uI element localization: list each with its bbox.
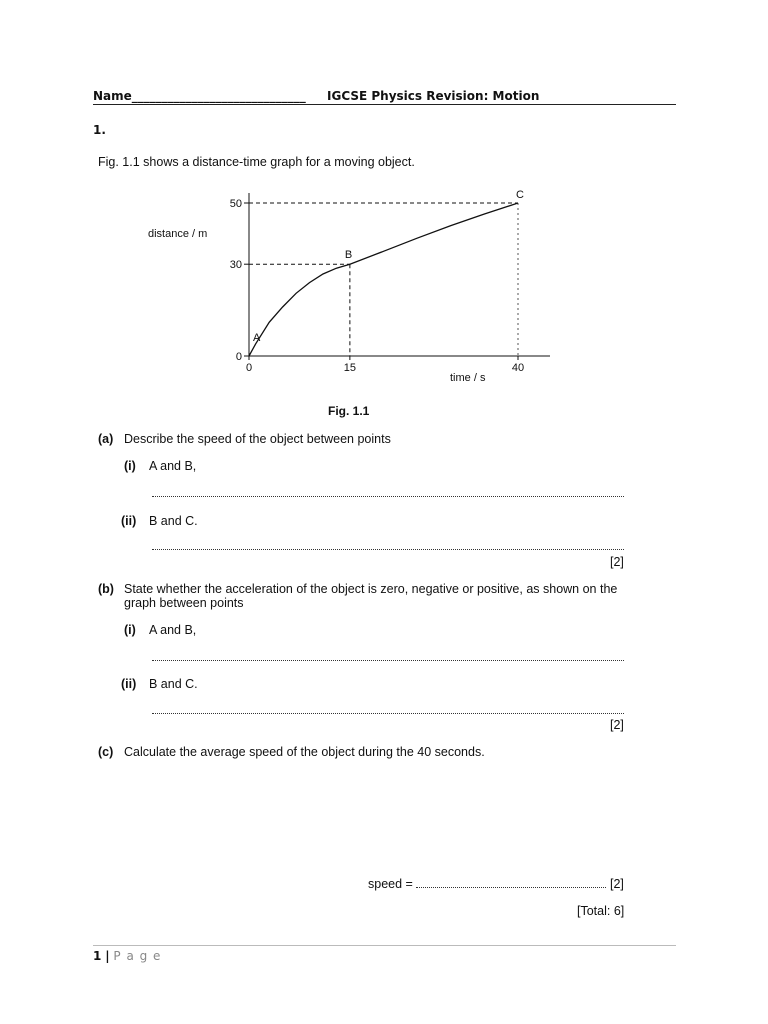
name-blank: _____________________________ — [131, 89, 306, 103]
part-c-text: Calculate the average speed of the object during the 40 seconds. — [124, 745, 485, 759]
part-c-label: (c) — [98, 745, 114, 759]
part-a-label: (a) — [98, 432, 114, 446]
x-axis-label: time / s — [450, 372, 486, 384]
part-b-label: (b) — [98, 582, 114, 596]
name-label — [93, 89, 306, 103]
y-tick-label: 0 — [235, 351, 242, 363]
header-rule — [93, 104, 676, 105]
page-number: 1 — [93, 949, 102, 963]
answer-line-b-i[interactable] — [152, 660, 624, 661]
total-marks: [Total: 6] — [577, 904, 625, 918]
part-a-ii-text: B and C. — [149, 514, 198, 528]
part-a-i-label: (i) — [124, 459, 136, 473]
intro-text: Fig. 1.1 shows a distance-time graph for a moving object. — [98, 155, 415, 169]
part-a-i-text: A and B, — [149, 459, 197, 473]
distance-time-chart — [140, 185, 570, 395]
answer-line-a-ii[interactable] — [152, 549, 624, 550]
page-word: P a g e — [113, 949, 162, 963]
speed-label: speed = — [368, 877, 413, 891]
answer-line-b-ii[interactable] — [152, 713, 624, 714]
part-b-text-line1: State whether the acceleration of the object is zero, negative or positive, as shown on the — [124, 582, 618, 596]
point-label-c: C — [516, 189, 524, 201]
y-tick-label: 30 — [229, 259, 242, 272]
y-tick-label: 50 — [229, 198, 242, 210]
x-tick-label: 0 — [245, 362, 253, 374]
footer-separator: | — [105, 949, 110, 963]
point-label-a: A — [253, 332, 261, 344]
question-number: 1. — [93, 123, 106, 137]
x-tick-label: 15 — [343, 362, 356, 374]
part-c-marks: [2] — [610, 877, 624, 891]
part-b-i-text: A and B, — [149, 623, 197, 637]
x-tick-label: 40 — [511, 362, 525, 374]
distance-curve — [249, 203, 518, 356]
part-b-ii-text: B and C. — [149, 677, 198, 691]
part-a-text: Describe the speed of the object between points — [124, 432, 391, 446]
document-title: IGCSE Physics Revision: Motion — [327, 89, 540, 103]
part-a-ii-label: (ii) — [121, 514, 137, 528]
name-text: Name — [93, 89, 132, 103]
page-footer — [93, 949, 161, 963]
footer-rule — [93, 945, 676, 946]
figure-caption: Fig. 1.1 — [328, 404, 370, 418]
speed-answer-line[interactable] — [416, 887, 606, 888]
part-b-ii-label: (ii) — [121, 677, 137, 691]
part-b-i-label: (i) — [124, 623, 136, 637]
part-a-marks: [2] — [610, 555, 624, 569]
point-label-b: B — [344, 249, 353, 262]
y-axis-label: distance / m — [148, 228, 208, 240]
part-b-text-line2: graph between points — [124, 596, 244, 610]
answer-line-a-i[interactable] — [152, 496, 624, 497]
part-b-marks: [2] — [610, 718, 624, 732]
